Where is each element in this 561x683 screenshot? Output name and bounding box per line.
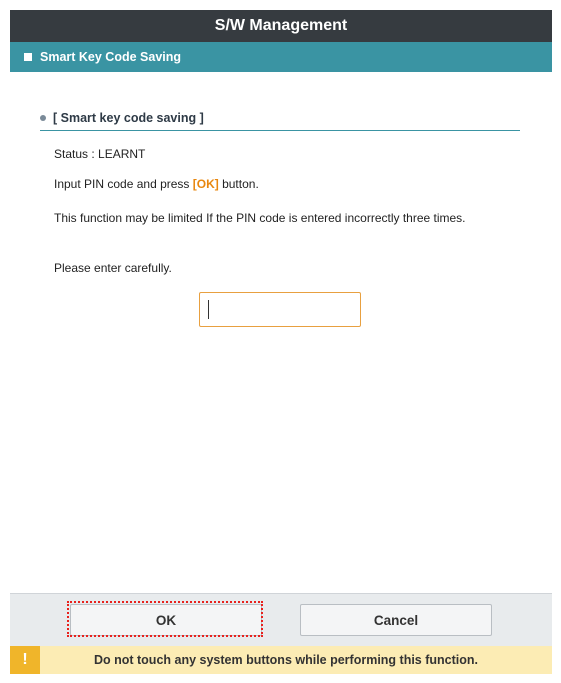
warning-banner	[10, 646, 552, 674]
ok-button[interactable]: OK	[70, 604, 262, 636]
status-text: Status : LEARNT	[54, 147, 146, 161]
dot-bullet-icon	[40, 115, 46, 121]
instruction-after: button.	[218, 177, 259, 191]
text-cursor	[208, 300, 209, 319]
instruction-ok-mark: [OK]	[192, 177, 219, 191]
section-heading	[40, 111, 520, 125]
section-divider	[40, 130, 520, 131]
content-area	[10, 72, 552, 602]
cancel-button[interactable]: Cancel	[300, 604, 492, 636]
instruction-text	[54, 176, 504, 192]
careful-note: Please enter carefully.	[54, 261, 172, 275]
window-title-bar	[10, 10, 552, 42]
warning-text: Do not touch any system buttons while performing this function.	[93, 653, 479, 667]
button-bar	[10, 593, 552, 646]
warning-icon: !	[10, 646, 40, 674]
subheader-label: Smart Key Code Saving	[40, 50, 182, 64]
limit-note: This function may be limited If the PIN code is entered incorrectly three times.	[54, 211, 466, 225]
window-title: S/W Management	[214, 17, 348, 34]
section-heading-text: [ Smart key code saving ]	[53, 111, 204, 125]
sw-management-window	[10, 10, 552, 674]
pin-code-input[interactable]	[199, 292, 361, 327]
function-subheader	[10, 42, 552, 72]
instruction-before: Input PIN code and press	[54, 177, 193, 191]
square-bullet-icon	[24, 53, 32, 61]
